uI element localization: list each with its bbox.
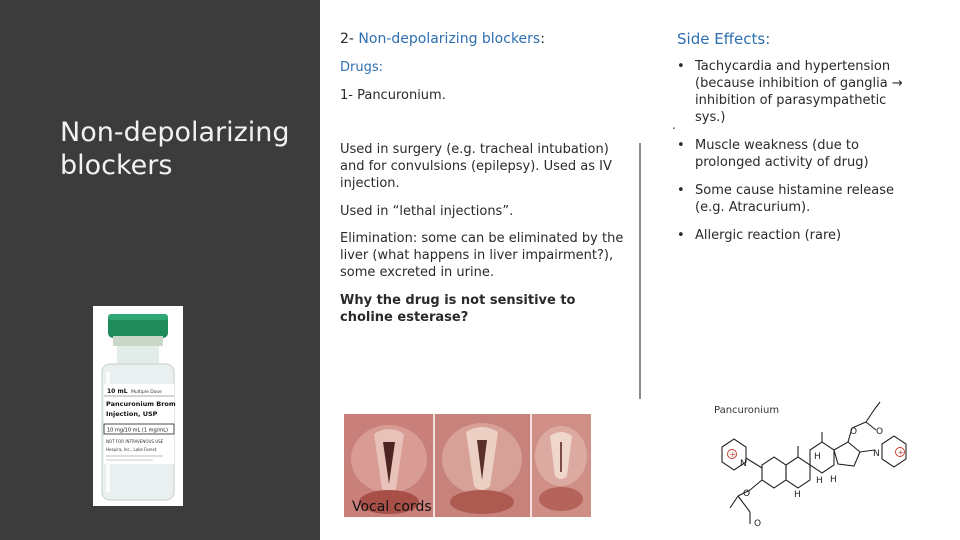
side-effect-item: • Some cause histamine release (e.g. Atracurium). [676, 182, 916, 216]
nitrogen-label-right: N [873, 449, 880, 459]
side-effect-item: • Allergic reaction (rare) [676, 227, 916, 244]
vocal-cords-caption: Vocal cords [352, 499, 432, 515]
middle-heading [340, 30, 630, 48]
heading-blue-text: Non-depolarizing blockers [358, 31, 541, 47]
oxygen-label-1: O [850, 427, 858, 437]
side-effect-item: • Muscle weakness (due to prolonged activity of drug) [676, 137, 916, 171]
oxygen-label-4: O [754, 519, 762, 529]
oxygen-label-2: O [876, 427, 884, 437]
question-paragraph: Why the drug is not sensitive to choline esterase? [340, 293, 576, 325]
oxygen-label-3: O [743, 489, 751, 499]
column-divider [639, 143, 641, 399]
side-effect-item: • Tachycardia and hypertension (because inhibition of ganglia → inhibition of parasympathetic sys.) [676, 58, 916, 126]
drugs-label: Drugs: [340, 60, 383, 75]
structure-title: Pancuronium [714, 405, 780, 416]
elimination-paragraph: Elimination: some can be eliminated by the liver (what happens in liver impairment?), some excreted in urine. [340, 231, 624, 280]
hydrogen-label-4: H [814, 452, 821, 462]
vial-label-volume: 10 mL [107, 388, 128, 395]
side-effects-list [676, 58, 916, 244]
charge-plus-right: + [897, 448, 905, 457]
nitrogen-label-left: N [740, 459, 747, 469]
lethal-paragraph: Used in “lethal injections”. [340, 204, 514, 219]
vial-label-dose-type: Multiple Dose [131, 390, 162, 395]
hydrogen-label-1: H [794, 490, 801, 500]
heading-prefix: 2- [340, 31, 359, 47]
pancuronium-vial-image [93, 306, 183, 506]
heading-suffix: : [540, 31, 545, 47]
side-effects-heading: Side Effects: [677, 30, 771, 48]
drug-item: 1- Pancuronium. [340, 88, 446, 103]
vial-label-drug-name: Pancuronium Brom [106, 400, 176, 408]
hydrogen-label-2: H [816, 476, 823, 486]
pancuronium-structure-diagram [710, 400, 925, 535]
vial-label-warning: NOT FOR INTRAVENOUS USE [106, 439, 164, 444]
hydrogen-label-3: H [830, 475, 837, 485]
vial-label-strength: 10 mg/10 mL (1 mg/mL) [107, 427, 168, 434]
vial-label-form: Injection, USP [106, 410, 158, 418]
use-paragraph: Used in surgery (e.g. tracheal intubation) and for convulsions (epilepsy). Used as IV injection. [340, 142, 612, 191]
stray-dot: . [672, 118, 676, 132]
slide-title: Non-depolarizing blockers [60, 117, 290, 181]
charge-plus-left: + [729, 450, 737, 459]
vial-label-maker: Hospira, Inc., Lake Forest [106, 447, 157, 452]
